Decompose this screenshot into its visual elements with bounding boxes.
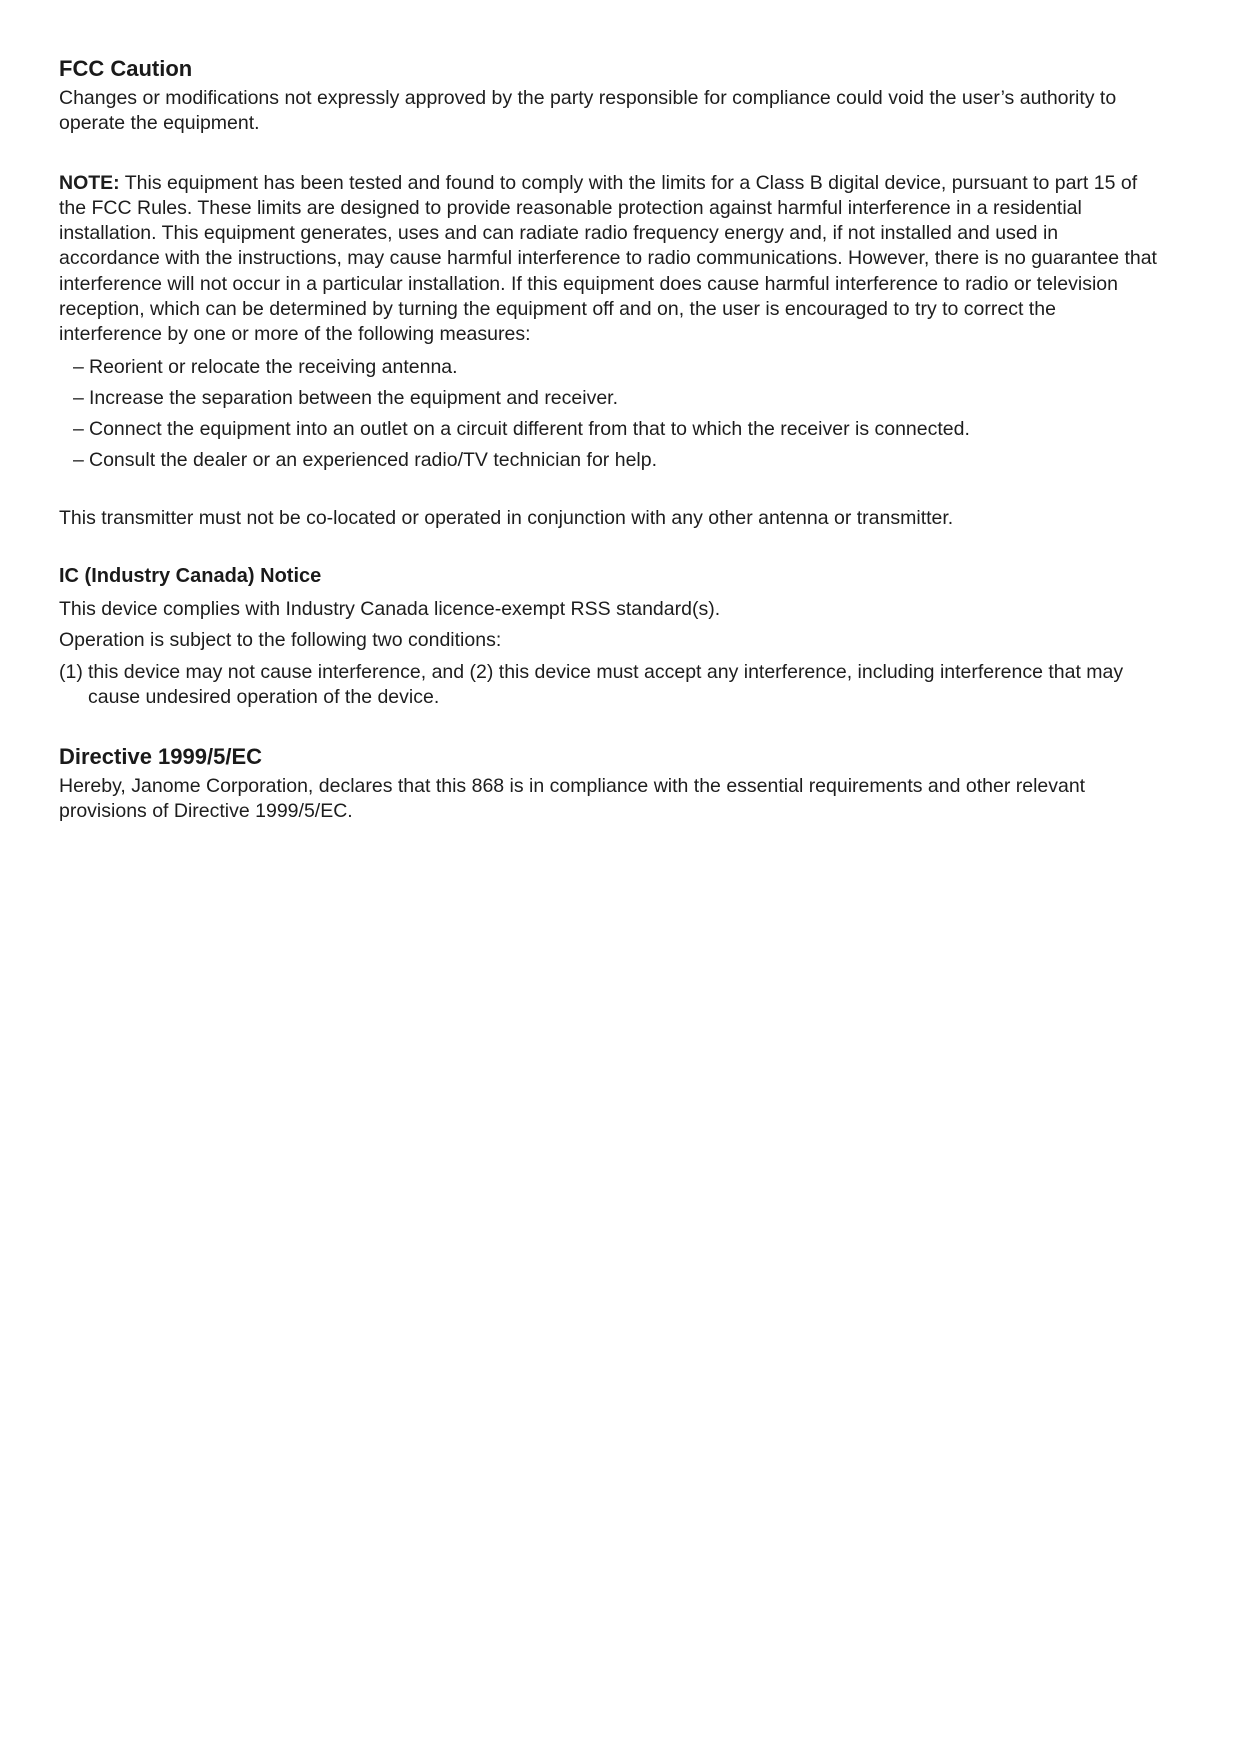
measure-text: Connect the equipment into an outlet on a circuit different from that to which the receiver is connected. (89, 417, 970, 440)
measure-text: Reorient or relocate the receiving antenna. (89, 355, 458, 378)
dash-marker: – (73, 386, 84, 409)
ic-conditions (59, 660, 1159, 711)
dash-marker: – (73, 417, 84, 440)
note-text: This equipment has been tested and found to comply with the limits for a Class B digital device, pursuant to part 15 of the FCC Rules. These limits are designed to provide reasonable protection against harmful interference in a residential installation. This equipment generates, uses and can radiate radio frequency energy and, if not installed and used in accordance with the instructions, may cause harmful interference to radio communications. However, there is no guarantee that interference will not occur in a particular installation. If this equipment does cause harmful interference to radio or television reception, which can be determined by turning the equipment off and on, the user is encouraged to try to correct the interference by one or more of the following measures: (59, 171, 1157, 346)
dash-marker: – (73, 355, 84, 378)
measure-text: Consult the dealer or an experienced radio/TV technician for help. (89, 448, 658, 471)
fcc-caution-intro: Changes or modifications not expressly approved by the party responsible for compliance could void the user’s authority to operate the equipment. (59, 87, 1117, 135)
note-label: NOTE: (59, 171, 120, 194)
list-item (59, 414, 1159, 445)
list-item (59, 352, 1159, 383)
list-item (59, 445, 1159, 476)
measure-text: Increase the separation between the equipment and receiver. (89, 386, 619, 409)
ic-conditions-intro: Operation is subject to the following two conditions: (59, 629, 502, 652)
ic-notice-heading: IC (Industry Canada) Notice (59, 564, 322, 587)
fcc-note-paragraph (59, 171, 1159, 348)
condition-text: this device may not cause interference, and (2) this device must accept any interference, including interference that may cause undesired operation of the device. (88, 660, 1124, 708)
directive-heading: Directive 1999/5/EC (59, 744, 263, 770)
directive-text: Hereby, Janome Corporation, declares that this 868 is in compliance with the essential requirements and other relevant provisions of Directive 1999/5/EC. (59, 775, 1086, 823)
measures-list (59, 352, 1159, 476)
ic-compliance-line: This device complies with Industry Canada licence-exempt RSS standard(s). (59, 597, 721, 620)
fcc-caution-heading: FCC Caution (59, 56, 193, 81)
list-item (59, 383, 1159, 414)
transmitter-statement: This transmitter must not be co-located or operated in conjunction with any other antenna or transmitter. (59, 506, 954, 529)
condition-number: (1) (59, 660, 83, 683)
dash-marker: – (73, 448, 84, 471)
document-page (59, 52, 1159, 825)
